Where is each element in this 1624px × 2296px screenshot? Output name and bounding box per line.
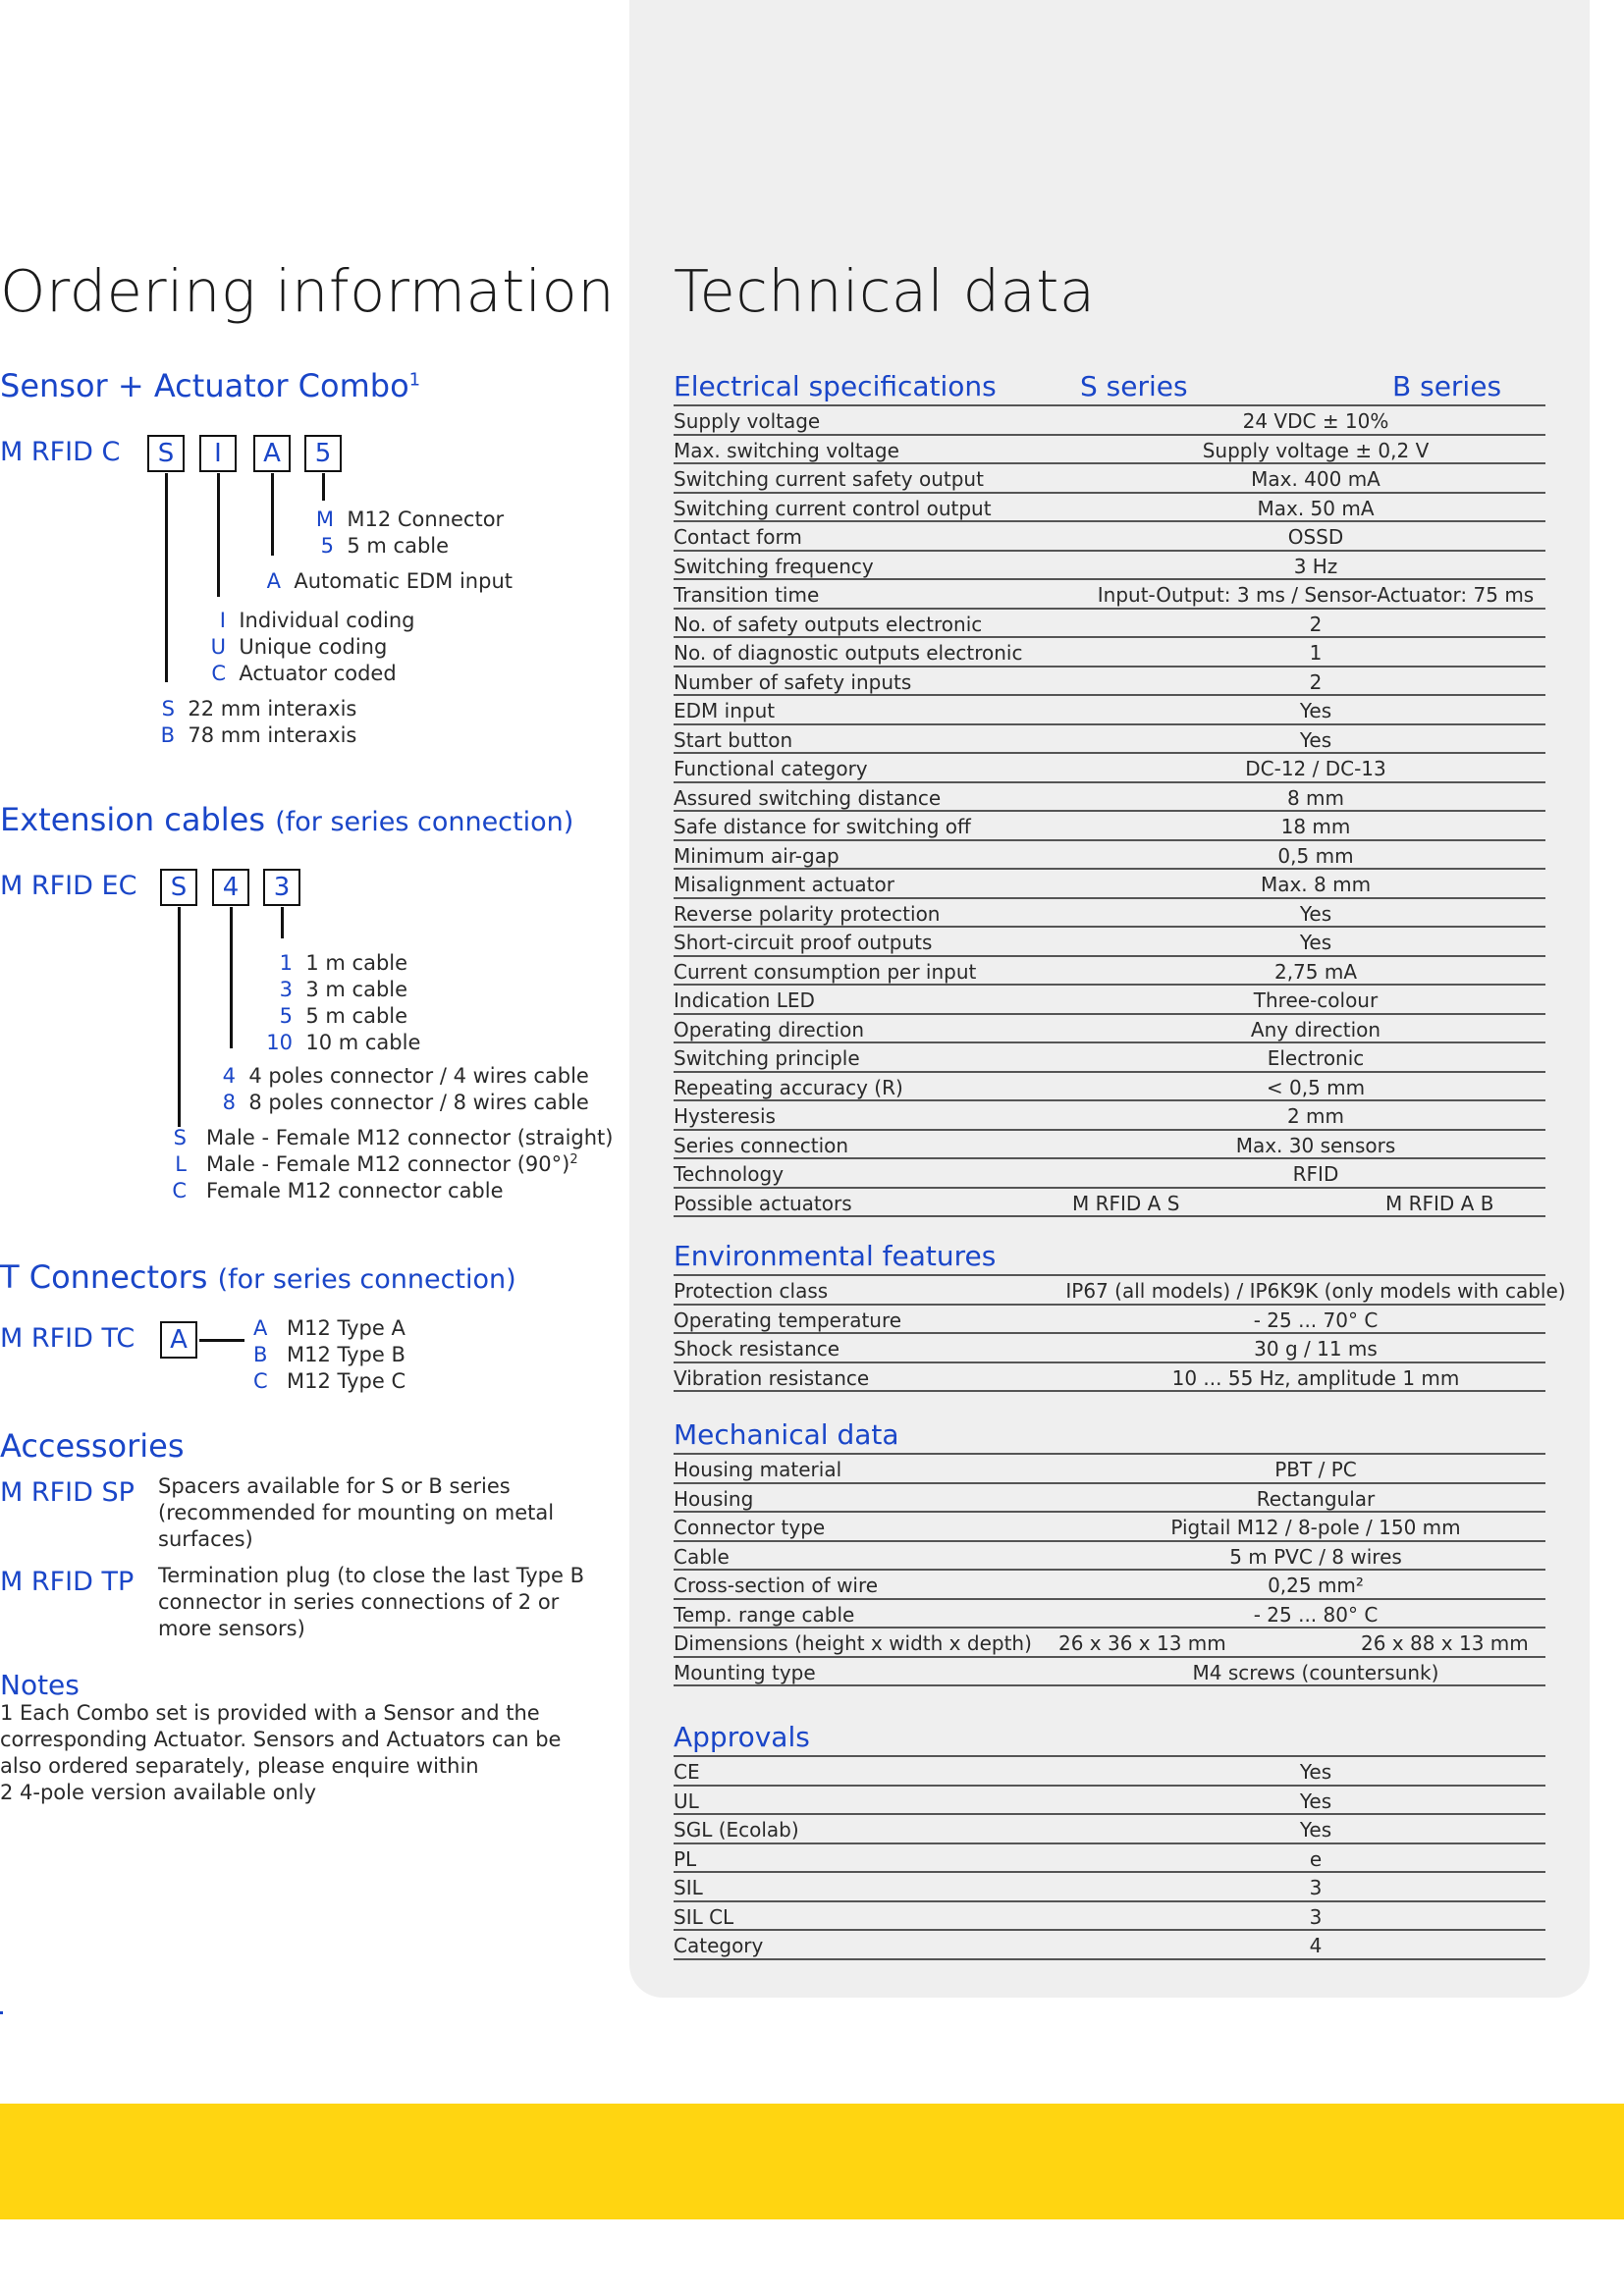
row-value: PBT / PC (1274, 1458, 1357, 1481)
tconn-opt-b (253, 1343, 406, 1366)
row-label: PL (674, 1846, 697, 1871)
row-value: Supply voltage ± 0,2 V (1202, 438, 1430, 462)
row-label: Protection class (674, 1279, 829, 1303)
row-value: 1 (1309, 641, 1323, 665)
table-row (674, 1600, 1545, 1629)
electrical-header (674, 365, 1545, 406)
electrical-rows (674, 406, 1545, 1189)
environmental-table (674, 1239, 1566, 1392)
note-line: 2 4-pole version available only (0, 1781, 317, 1804)
row-value: RFID (1292, 1162, 1339, 1186)
row-label: Housing material (674, 1458, 842, 1481)
ext-leader-2 (230, 907, 233, 1048)
ext-heading-text: Extension cables (0, 801, 266, 838)
environmental-heading: Environmental features (674, 1240, 997, 1272)
row-value-b: 26 x 88 x 13 mm (1361, 1631, 1529, 1655)
opt-key: 1 (279, 951, 293, 975)
row-label: Mounting type (674, 1660, 816, 1684)
ext-leader-1 (178, 907, 181, 1127)
row-label: Misalignment actuator (674, 873, 894, 896)
table-row (674, 1363, 1545, 1393)
opt-text: Actuator coded (239, 662, 397, 685)
combo-box-3: A (253, 435, 291, 472)
ext-opt-4poles (220, 1064, 589, 1088)
row-value: 2 (1309, 612, 1323, 636)
row-value: Yes (1299, 699, 1332, 722)
ext-opt-straight (169, 1126, 613, 1149)
table-row (674, 1276, 1566, 1306)
row-value: 0,25 mm² (1268, 1574, 1364, 1597)
row-label: Indication LED (674, 988, 815, 1012)
opt-key: 8 (222, 1091, 236, 1114)
row-value: < 0,5 mm (1266, 1075, 1366, 1099)
note-line: corresponding Actuator. Sensors and Actuators can be (0, 1728, 562, 1751)
combo-heading (0, 367, 420, 404)
table-row (674, 522, 1545, 552)
combo-box-4: 5 (304, 435, 342, 472)
row-label: Series connection (674, 1133, 849, 1157)
row-value-s: M RFID A S (1072, 1191, 1180, 1215)
row-label: Possible actuators (674, 1191, 852, 1215)
tconn-code: M RFID TC (0, 1323, 135, 1354)
row-label: Transition time (674, 583, 820, 607)
row-value: Rectangular (1256, 1486, 1376, 1511)
tconn-heading-sub: (for series connection) (217, 1264, 516, 1295)
row-value: e (1309, 1846, 1323, 1871)
opt-key: A (253, 1316, 268, 1340)
row-label: Switching current control output (674, 496, 992, 520)
electrical-table (674, 365, 1545, 1217)
notes-heading: Notes (0, 1669, 80, 1701)
ext-opt-3m (265, 978, 407, 1001)
row-label: Housing (674, 1486, 754, 1511)
combo-code: M RFID C (0, 437, 121, 467)
table-row (674, 580, 1545, 610)
row-label: Temp. range cable (674, 1602, 855, 1627)
row-label: Dimensions (height x width x depth) (674, 1631, 1032, 1655)
row-value: Yes (1299, 727, 1332, 752)
ext-opt-8poles (220, 1091, 589, 1114)
row-value: 3 (1309, 1904, 1323, 1929)
stray-dot (0, 2011, 3, 2014)
row-label: SIL (674, 1876, 703, 1899)
opt-text: 8 poles connector / 8 wires cable (248, 1091, 589, 1114)
row-label: No. of safety outputs electronic (674, 612, 983, 636)
row-label: Cross-section of wire (674, 1574, 879, 1597)
opt-text: M12 Type C (287, 1369, 406, 1393)
ext-box-3: 3 (263, 869, 300, 906)
opt-key: S (173, 1126, 187, 1149)
ordering-title: Ordering information (0, 257, 616, 325)
table-row (674, 1334, 1545, 1363)
tconn-heading (0, 1258, 516, 1296)
row-label: Minimum air-gap (674, 843, 839, 868)
row-value: Yes (1299, 1760, 1332, 1784)
opt-key: 5 (279, 1004, 293, 1028)
row-value: Yes (1299, 1818, 1332, 1842)
table-row (674, 610, 1545, 639)
row-label: Number of safety inputs (674, 669, 912, 694)
table-row (674, 1902, 1545, 1932)
opt-text: M12 Type A (287, 1316, 406, 1340)
table-row (674, 1873, 1545, 1902)
table-row (674, 870, 1545, 899)
ext-opt-1m (265, 951, 407, 975)
opt-text: 5 m cable (305, 1004, 408, 1028)
ext-box-2: 4 (212, 869, 249, 906)
footer-band (0, 2104, 1624, 2219)
opt-key: C (211, 662, 226, 685)
row-value: 3 Hz (1293, 554, 1338, 578)
ext-leader-3 (281, 907, 284, 938)
row-value: Electronic (1267, 1046, 1365, 1070)
tconn-opt-a (253, 1316, 406, 1340)
mechanical-header (674, 1417, 1545, 1455)
row-value: 24 VDC ± 10% (1242, 409, 1389, 433)
row-label: Switching current safety output (674, 467, 984, 491)
row-value: Pigtail M12 / 8-pole / 150 mm (1170, 1516, 1461, 1539)
row-value: 2 mm (1286, 1104, 1345, 1128)
row-value-b: M RFID A B (1385, 1191, 1494, 1215)
combo-opt-individual (206, 609, 415, 632)
table-row (674, 1571, 1545, 1600)
table-row (674, 783, 1545, 813)
mechanical-table (674, 1417, 1545, 1686)
footnote-ref: 2 (569, 1152, 578, 1167)
table-row (674, 841, 1545, 871)
opt-text: Unique coding (239, 635, 388, 659)
col-s-series: S series (1080, 370, 1188, 402)
table-row (674, 1815, 1545, 1844)
opt-key: L (175, 1152, 187, 1176)
table-row (674, 1658, 1545, 1687)
table-row (674, 1073, 1545, 1102)
row-label: CE (674, 1760, 700, 1784)
row-value: IP67 (all models) / IP6K9K (only models with cable) (1065, 1279, 1566, 1303)
combo-opt-22mm (157, 697, 356, 721)
opt-key: U (210, 635, 226, 659)
row-label: SGL (Ecolab) (674, 1818, 799, 1842)
table-row (674, 1306, 1545, 1335)
opt-text: 1 m cable (305, 951, 408, 975)
acc-desc-tp: Termination plug (to close the last Type B connector in series connections of 2 or more sensors) (158, 1564, 585, 1640)
row-label: Repeating accuracy (R) (674, 1075, 903, 1099)
table-row (674, 812, 1545, 841)
table-row (674, 725, 1545, 755)
combo-leader-4 (322, 473, 325, 501)
opt-key: M (315, 507, 334, 531)
ext-heading-sub: (for series connection) (275, 807, 574, 837)
row-value: 2 (1309, 669, 1323, 694)
table-row (674, 406, 1545, 436)
table-row (674, 1043, 1545, 1073)
accessories-heading: Accessories (0, 1427, 185, 1465)
opt-key: 5 (320, 534, 334, 558)
opt-text: 78 mm interaxis (188, 723, 357, 747)
row-value: 10 ... 55 Hz, amplitude 1 mm (1171, 1365, 1460, 1390)
row-value: Yes (1299, 901, 1332, 926)
col-b-series: B series (1392, 370, 1502, 402)
combo-leader-2 (217, 473, 220, 597)
opt-text: Automatic EDM input (294, 569, 513, 593)
acc-code-tp: M RFID TP (0, 1567, 135, 1597)
table-row (674, 1131, 1545, 1160)
combo-leader-3 (271, 473, 274, 556)
row-value: 4 (1309, 1934, 1323, 1957)
table-row (674, 552, 1545, 581)
note-line: 1 Each Combo set is provided with a Sensor and the (0, 1701, 540, 1725)
table-row (674, 928, 1545, 957)
row-value: 3 (1309, 1876, 1323, 1899)
row-label: EDM input (674, 699, 776, 722)
opt-key: B (160, 723, 175, 747)
table-row (674, 1629, 1545, 1658)
ext-opt-90deg (169, 1152, 578, 1176)
table-row (674, 1015, 1545, 1044)
table-row (674, 1101, 1545, 1131)
table-row (674, 696, 1545, 725)
table-row (674, 1787, 1545, 1816)
ext-opt-female (169, 1179, 504, 1202)
opt-text: M12 Connector (347, 507, 505, 531)
tconn-opt-c (253, 1369, 406, 1393)
row-value: 5 m PVC / 8 wires (1229, 1544, 1402, 1569)
opt-text: 5 m cable (347, 534, 450, 558)
table-row (674, 1484, 1545, 1514)
table-row (674, 1931, 1545, 1960)
table-row (674, 436, 1545, 465)
table-row (674, 1159, 1545, 1189)
combo-heading-text: Sensor + Actuator Combo (0, 367, 409, 404)
row-value: Input-Output: 3 ms / Sensor-Actuator: 75 ms (1097, 583, 1535, 607)
row-label: Operating temperature (674, 1308, 902, 1332)
table-row (674, 957, 1545, 987)
combo-box-2: I (199, 435, 237, 472)
table-row (674, 1513, 1545, 1542)
row-label: Current consumption per input (674, 959, 977, 984)
row-value: Max. 30 sensors (1235, 1133, 1396, 1157)
table-row (674, 1757, 1545, 1787)
opt-text: 22 mm interaxis (188, 697, 357, 721)
table-row (674, 1844, 1545, 1874)
note-line: also ordered separately, please enquire within (0, 1754, 479, 1778)
row-label: No. of diagnostic outputs electronic (674, 641, 1023, 665)
row-value: 0,5 mm (1277, 843, 1354, 868)
row-value: 2,75 mA (1273, 959, 1358, 984)
tconn-leader (199, 1339, 244, 1342)
environmental-header (674, 1239, 1545, 1276)
combo-leader-1 (165, 473, 168, 682)
ext-opt-10m (265, 1031, 420, 1054)
row-label: SIL CL (674, 1904, 734, 1929)
ext-opt-5m (265, 1004, 407, 1028)
tconn-heading-text: T Connectors (0, 1258, 208, 1296)
table-row (674, 1189, 1545, 1218)
combo-opt-78mm (157, 723, 356, 747)
row-label: Supply voltage (674, 409, 821, 433)
opt-text: 10 m cable (305, 1031, 421, 1054)
row-value: M4 screws (countersunk) (1192, 1660, 1439, 1684)
table-row (674, 1542, 1545, 1572)
row-value: Yes (1299, 1789, 1332, 1813)
opt-text: 4 poles connector / 4 wires cable (248, 1064, 589, 1088)
row-label: Assured switching distance (674, 785, 942, 810)
row-label: Cable (674, 1544, 730, 1569)
technical-title: Technical data (674, 257, 1096, 325)
row-value: Yes (1299, 931, 1332, 954)
table-row (674, 638, 1545, 667)
approvals-heading: Approvals (674, 1721, 810, 1753)
row-value: OSSD (1287, 525, 1344, 549)
row-label: Max. switching voltage (674, 438, 899, 462)
opt-text: M12 Type B (287, 1343, 406, 1366)
electrical-heading: Electrical specifications (674, 370, 997, 402)
row-value: DC-12 / DC-13 (1245, 757, 1386, 780)
tconn-box: A (160, 1321, 197, 1359)
row-label: Connector type (674, 1516, 826, 1539)
combo-box-1: S (147, 435, 185, 472)
approvals-table (674, 1720, 1545, 1960)
ext-code: M RFID EC (0, 871, 137, 901)
table-row (674, 1455, 1545, 1484)
opt-key: I (219, 609, 226, 632)
row-value: Three-colour (1253, 988, 1379, 1012)
opt-key: S (161, 697, 175, 721)
opt-key: 3 (279, 978, 293, 1001)
acc-code-sp: M RFID SP (0, 1477, 135, 1508)
row-label: Contact form (674, 525, 802, 549)
environmental-rows (674, 1276, 1566, 1392)
acc-desc-sp: Spacers available for S or B series (recommended for mounting on metal surfaces) (158, 1474, 555, 1551)
row-label: Safe distance for switching off (674, 815, 971, 838)
approvals-header (674, 1720, 1545, 1757)
row-label: Short-circuit proof outputs (674, 931, 933, 954)
table-row (674, 754, 1545, 783)
row-label: Shock resistance (674, 1337, 840, 1361)
table-row (674, 667, 1545, 697)
opt-text: 3 m cable (305, 978, 408, 1001)
mechanical-heading: Mechanical data (674, 1418, 899, 1451)
combo-opt-edm (261, 569, 513, 593)
opt-key: 4 (222, 1064, 236, 1088)
row-value: - 25 ... 80° C (1253, 1602, 1379, 1627)
row-label: Switching principle (674, 1046, 860, 1070)
opt-key: C (253, 1369, 268, 1393)
approvals-rows (674, 1757, 1545, 1960)
row-label: Functional category (674, 757, 868, 780)
ext-heading (0, 801, 573, 838)
opt-key: B (253, 1343, 268, 1366)
table-row (674, 494, 1545, 523)
table-row (674, 464, 1545, 494)
row-label: UL (674, 1789, 699, 1813)
row-label: Technology (674, 1162, 785, 1186)
table-row (674, 986, 1545, 1015)
row-label: Operating direction (674, 1017, 864, 1041)
combo-opt-actuator (206, 662, 397, 685)
opt-key: 10 (266, 1031, 293, 1054)
opt-text: Female M12 connector cable (206, 1179, 504, 1202)
row-value: Max. 400 mA (1251, 467, 1380, 491)
combo-opt-unique (206, 635, 387, 659)
row-value: Any direction (1250, 1017, 1381, 1041)
ext-box-1: S (160, 869, 197, 906)
row-label: Category (674, 1934, 764, 1957)
opt-key: A (266, 569, 281, 593)
opt-key: C (172, 1179, 187, 1202)
combo-footnote-ref: 1 (408, 369, 421, 391)
row-value: 18 mm (1280, 815, 1351, 838)
row-value: 8 mm (1286, 785, 1345, 810)
row-label: Reverse polarity protection (674, 901, 941, 926)
opt-text: Male - Female M12 connector (straight) (206, 1126, 614, 1149)
opt-text: Male - Female M12 connector (90°) (206, 1152, 570, 1176)
mechanical-rows (674, 1455, 1545, 1629)
row-value: Max. 8 mm (1260, 873, 1372, 896)
row-value-s: 26 x 36 x 13 mm (1058, 1631, 1226, 1655)
row-value: Max. 50 mA (1257, 496, 1375, 520)
table-row (674, 899, 1545, 929)
row-value: 30 g / 11 ms (1254, 1337, 1378, 1361)
row-value: - 25 ... 70° C (1253, 1308, 1379, 1332)
row-label: Start button (674, 727, 793, 752)
row-label: Switching frequency (674, 554, 874, 578)
row-label: Hysteresis (674, 1104, 776, 1128)
row-label: Vibration resistance (674, 1365, 870, 1390)
combo-opt-connector (312, 507, 504, 531)
combo-opt-cable (312, 534, 449, 558)
opt-text: Individual coding (239, 609, 415, 632)
